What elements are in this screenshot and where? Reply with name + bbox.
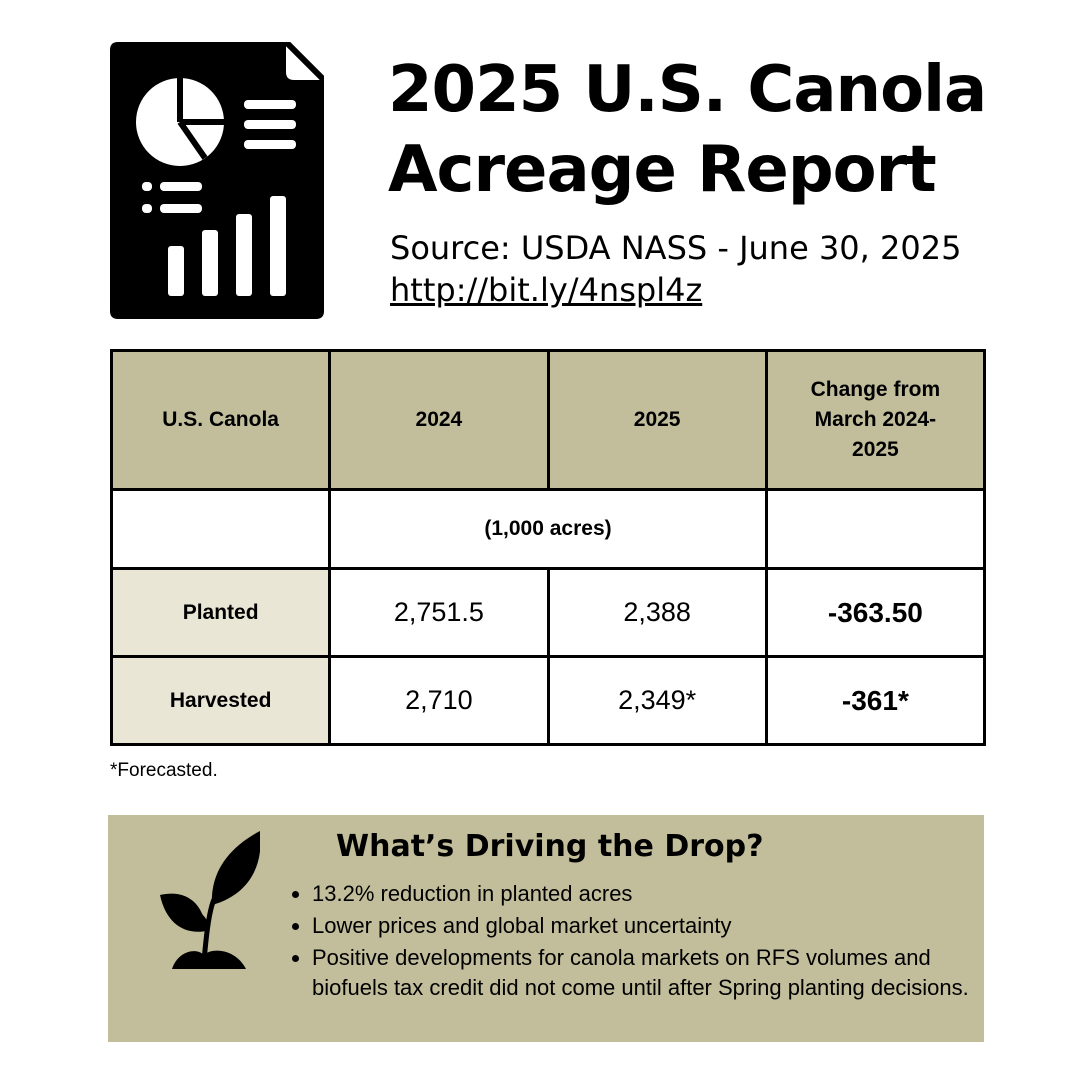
value-change: -363.50 [766, 569, 984, 657]
drivers-title: What’s Driving the Drop? [336, 829, 764, 864]
report-document-icon [110, 42, 324, 319]
value-2025: 2,349* [548, 657, 766, 745]
header-cell-2025: 2025 [548, 351, 766, 490]
units-blank-cell [112, 490, 330, 569]
list-item: • Lower prices and global market uncertainty [312, 911, 972, 941]
page-title: 2025 U.S. Canola Acreage Report [388, 53, 987, 207]
footnote: *Forecasted. [110, 760, 218, 781]
table-row [112, 569, 985, 657]
header-cell-2024: 2024 [330, 351, 548, 490]
list-item: • 13.2% reduction in planted acres [312, 879, 972, 909]
value-2025: 2,388 [548, 569, 766, 657]
source-link[interactable]: http://bit.ly/4nspl4z [390, 271, 703, 309]
value-change: -361* [766, 657, 984, 745]
row-label: Harvested [112, 657, 330, 745]
drivers-panel [108, 815, 984, 1042]
drivers-list [292, 879, 972, 1005]
acreage-table [110, 349, 986, 746]
header-cell-crop: U.S. Canola [112, 351, 330, 490]
row-label: Planted [112, 569, 330, 657]
source-text: Source: USDA NASS - June 30, 2025 [390, 229, 962, 267]
header-cell-change [766, 351, 984, 490]
value-2024: 2,710 [330, 657, 548, 745]
table-header-row [112, 351, 985, 490]
table-row [112, 657, 985, 745]
units-blank-cell [766, 490, 984, 569]
header-change-label: Change from March 2024-2025 [810, 378, 941, 461]
value-2024: 2,751.5 [330, 569, 548, 657]
units-row [112, 490, 985, 569]
list-item: • Positive developments for canola markets on RFS volumes and biofuels tax credit did not come until after Spring planting decisions. [312, 943, 972, 1003]
sprout-icon [160, 831, 260, 973]
units-cell: (1,000 acres) [330, 490, 767, 569]
